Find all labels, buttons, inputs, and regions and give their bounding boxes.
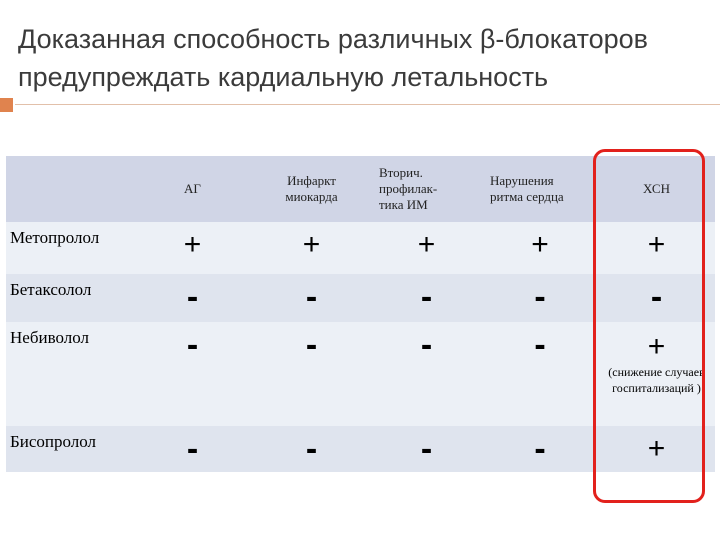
drug-name: Метопролол [10,228,100,247]
value-cell: - [186,430,199,468]
column-header: ХСН [598,156,715,222]
slide-title [18,20,718,96]
value-cell: - [534,430,546,468]
value-cell: - [420,278,433,316]
value-cell: - [534,326,546,364]
column-header: Вторич. профилак-тика ИМ [371,156,482,222]
accent-divider [13,98,15,112]
value-cell: - [650,278,663,316]
value-cell: + [302,228,321,261]
plus-mark: + [647,330,666,363]
slide-title-line-1: Доказанная способность различных β-блокаторов [18,24,649,54]
value-cell: - [305,326,318,364]
value-cell: + [647,228,666,261]
title-underline [13,104,720,105]
drug-name: Бисопролол [10,432,97,451]
header-empty-cell [6,156,133,222]
value-cell: - [420,430,433,468]
value-cell: - [534,278,546,316]
value-cell: - [186,326,199,364]
value-cell: + [647,432,666,465]
chf-highlight-frame [593,149,705,503]
slide-title-line-2: предупреждать кардиальную летальность [18,62,549,92]
value-cell: + [183,228,202,261]
value-cell: - [186,278,199,316]
drug-name: Бетаксолол [10,280,92,299]
value-cell: - [305,430,318,468]
drug-name: Небиволол [10,328,89,347]
accent-square [0,98,13,112]
value-cell: - [305,278,318,316]
column-header: Нарушения ритма сердца [482,156,598,222]
chf-note: (снижение случаев госпитализаций ) [608,365,705,395]
column-header: Инфаркт миокарда [252,156,371,222]
value-cell: + [417,228,436,261]
column-header: АГ [133,156,252,222]
value-cell: + [531,228,549,261]
value-cell: - [420,326,433,364]
